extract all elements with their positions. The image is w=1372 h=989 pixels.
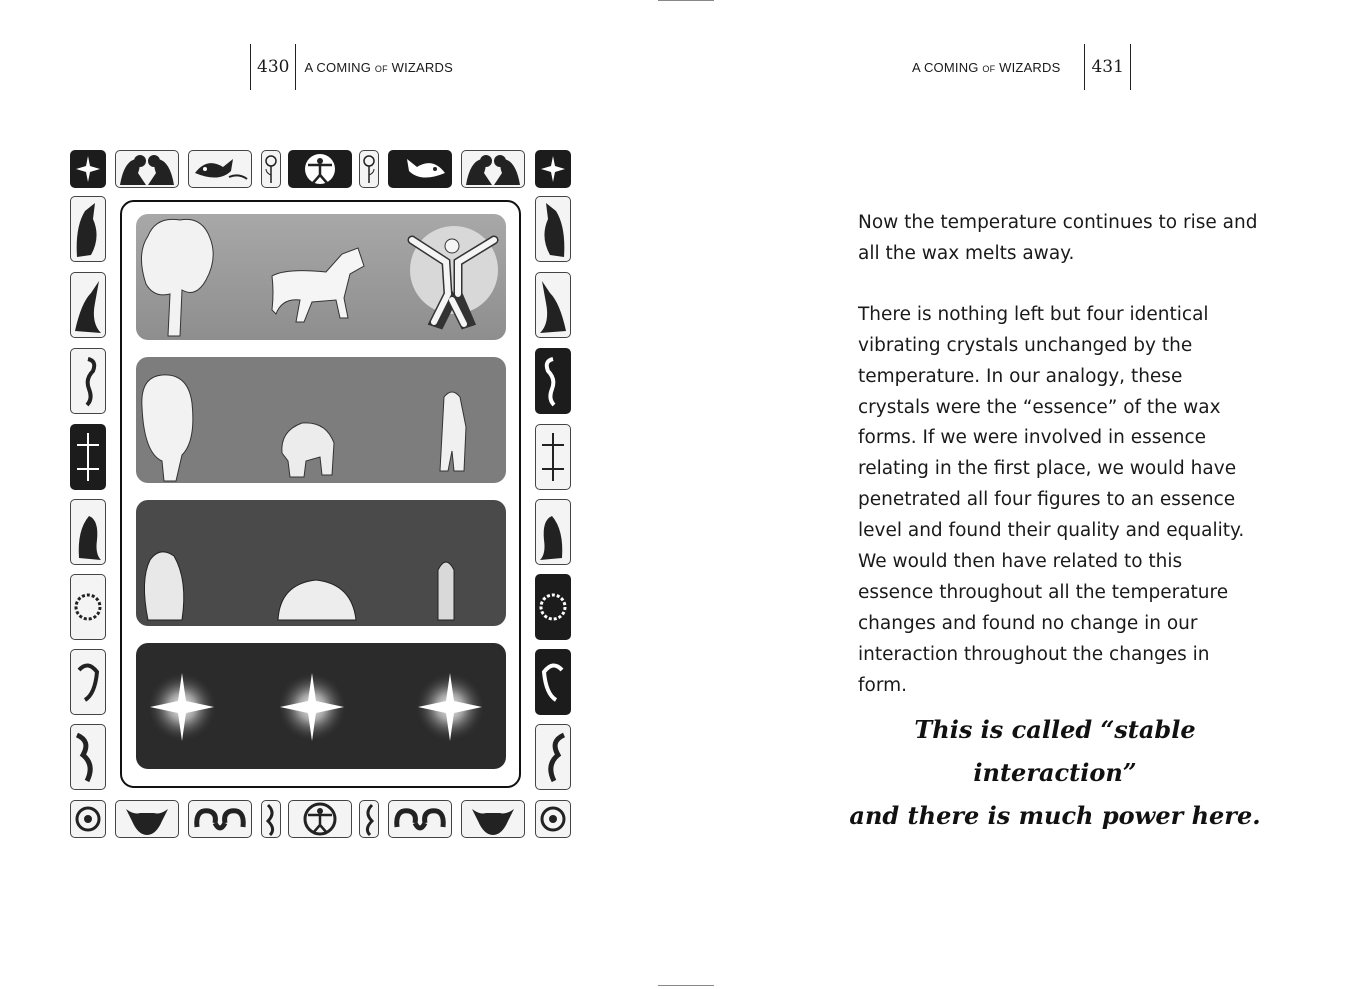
- center-mark-top: [658, 0, 714, 1]
- pull-quote: [830, 708, 1280, 837]
- title-of: OF: [982, 63, 996, 74]
- gemini-icon: [535, 724, 571, 790]
- capricorn-icon: [70, 196, 106, 262]
- vine-icon: [261, 800, 281, 838]
- left-running-header: [250, 44, 461, 90]
- capricorn-icon: [535, 196, 571, 262]
- left-page-number: 430: [257, 57, 290, 77]
- leo-icon: [70, 574, 106, 640]
- star-icon: [535, 150, 571, 188]
- gemini-icon: [461, 150, 525, 188]
- virgo-icon: [70, 499, 106, 565]
- title-part: WIZARDS: [995, 59, 1061, 75]
- taurus-icon: [115, 800, 179, 838]
- center-mark-bottom: [658, 985, 714, 986]
- title-part: A COMING: [912, 59, 983, 75]
- right-running-header: [904, 44, 1131, 90]
- left-running-title: [296, 60, 460, 75]
- vitruvian-man-icon: [288, 150, 352, 188]
- right-running-title: [904, 60, 1068, 75]
- title-part: WIZARDS: [387, 59, 453, 75]
- melting-shapes-panel: [136, 357, 506, 483]
- rose-icon: [261, 150, 281, 188]
- cancer-icon: [70, 649, 106, 715]
- quote-line-1: This is called “stable interaction”: [914, 715, 1196, 787]
- sun-icon: [535, 800, 571, 838]
- right-page-number: 431: [1091, 57, 1124, 77]
- scorpio-icon: [70, 348, 106, 414]
- panel-frame: [120, 200, 521, 788]
- wax-blobs-panel: [136, 500, 506, 626]
- taurus-icon: [461, 800, 525, 838]
- zodiac-illustration: [70, 150, 570, 836]
- header-rule: [1130, 44, 1131, 90]
- pisces-icon: [188, 150, 252, 188]
- rose-icon: [359, 150, 379, 188]
- libra-icon: [70, 424, 106, 490]
- gemini-icon: [115, 150, 179, 188]
- sun-icon: [70, 800, 106, 838]
- paragraph: Now the temperature continues to rise and all the wax melts away.: [858, 212, 1258, 264]
- virgo-icon: [535, 499, 571, 565]
- vine-icon: [359, 800, 379, 838]
- libra-icon: [535, 424, 571, 490]
- gemini-icon: [70, 724, 106, 790]
- paragraph: There is nothing left but four identical vibrating crystals unchanged by the temperature. In our analogy, these crystals were the “essence” of the wax forms. If we were involved in essence relating in the first place, we would have penetrated all four figures to an essence level and found their quality and equality. We would then have related to this essence throughout all the temperature changes and found no change in our interaction throughout the changes in form.: [858, 303, 1245, 696]
- sagittarius-icon: [535, 272, 571, 338]
- sagittarius-icon: [70, 272, 106, 338]
- aries-icon: [188, 800, 252, 838]
- tree-horse-man-panel: [136, 214, 506, 340]
- title-of: OF: [374, 63, 388, 74]
- vitruvian-man-icon: [288, 800, 352, 838]
- crystals-panel: [136, 643, 506, 769]
- quote-line-2: and there is much power here.: [849, 801, 1261, 830]
- cancer-icon: [535, 649, 571, 715]
- aries-icon: [388, 800, 452, 838]
- body-text: [858, 208, 1258, 702]
- scorpio-icon: [535, 348, 571, 414]
- leo-icon: [535, 574, 571, 640]
- title-part: A COMING: [304, 59, 375, 75]
- star-icon: [70, 150, 106, 188]
- pisces-icon: [388, 150, 452, 188]
